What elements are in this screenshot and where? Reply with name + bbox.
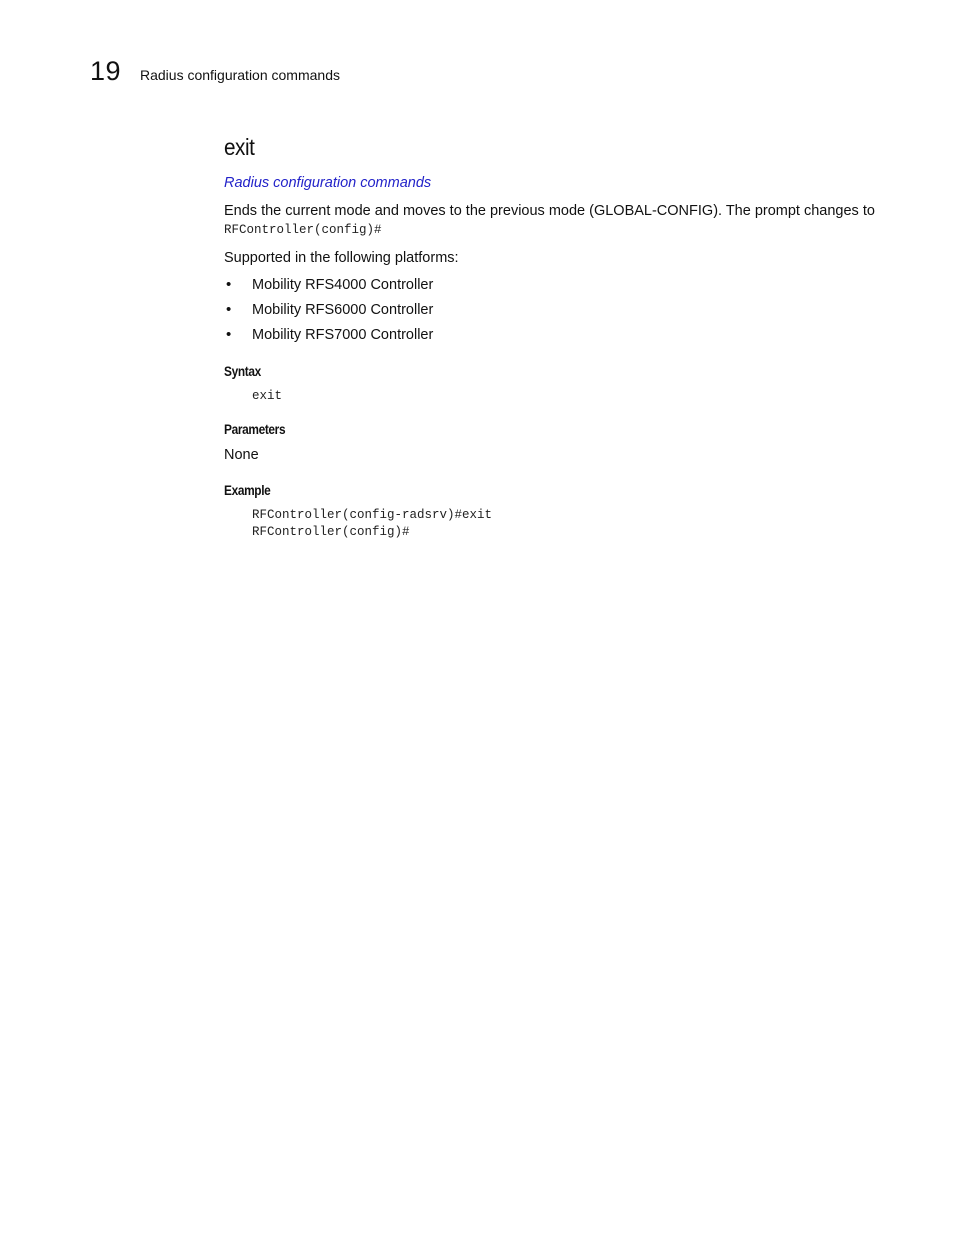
example-heading: Example	[224, 483, 271, 498]
bullet-icon: •	[226, 326, 232, 343]
syntax-heading: Syntax	[224, 364, 261, 379]
section-title: exit	[224, 134, 255, 160]
supported-intro: Supported in the following platforms:	[224, 250, 459, 266]
platform-label: Mobility RFS7000 Controller	[252, 327, 434, 343]
chapter-title: Radius configuration commands	[140, 67, 340, 83]
syntax-code: exit	[252, 389, 283, 403]
chapter-number: 19	[90, 56, 122, 86]
example-code-line: RFController(config)#	[252, 525, 410, 539]
prompt-code: RFController(config)#	[224, 223, 382, 237]
bullet-icon: •	[226, 276, 232, 293]
platform-label: Mobility RFS4000 Controller	[252, 277, 434, 293]
example-code-line: RFController(config-radsrv)#exit	[252, 508, 493, 522]
description-text: Ends the current mode and moves to the previous mode (GLOBAL-CONFIG). The prompt changes to	[224, 203, 875, 219]
platform-label: Mobility RFS6000 Controller	[252, 302, 434, 318]
parameters-text: None	[224, 447, 259, 463]
cross-reference-link[interactable]: Radius configuration commands	[224, 175, 432, 191]
bullet-icon: •	[226, 301, 232, 318]
parameters-heading: Parameters	[224, 422, 286, 437]
